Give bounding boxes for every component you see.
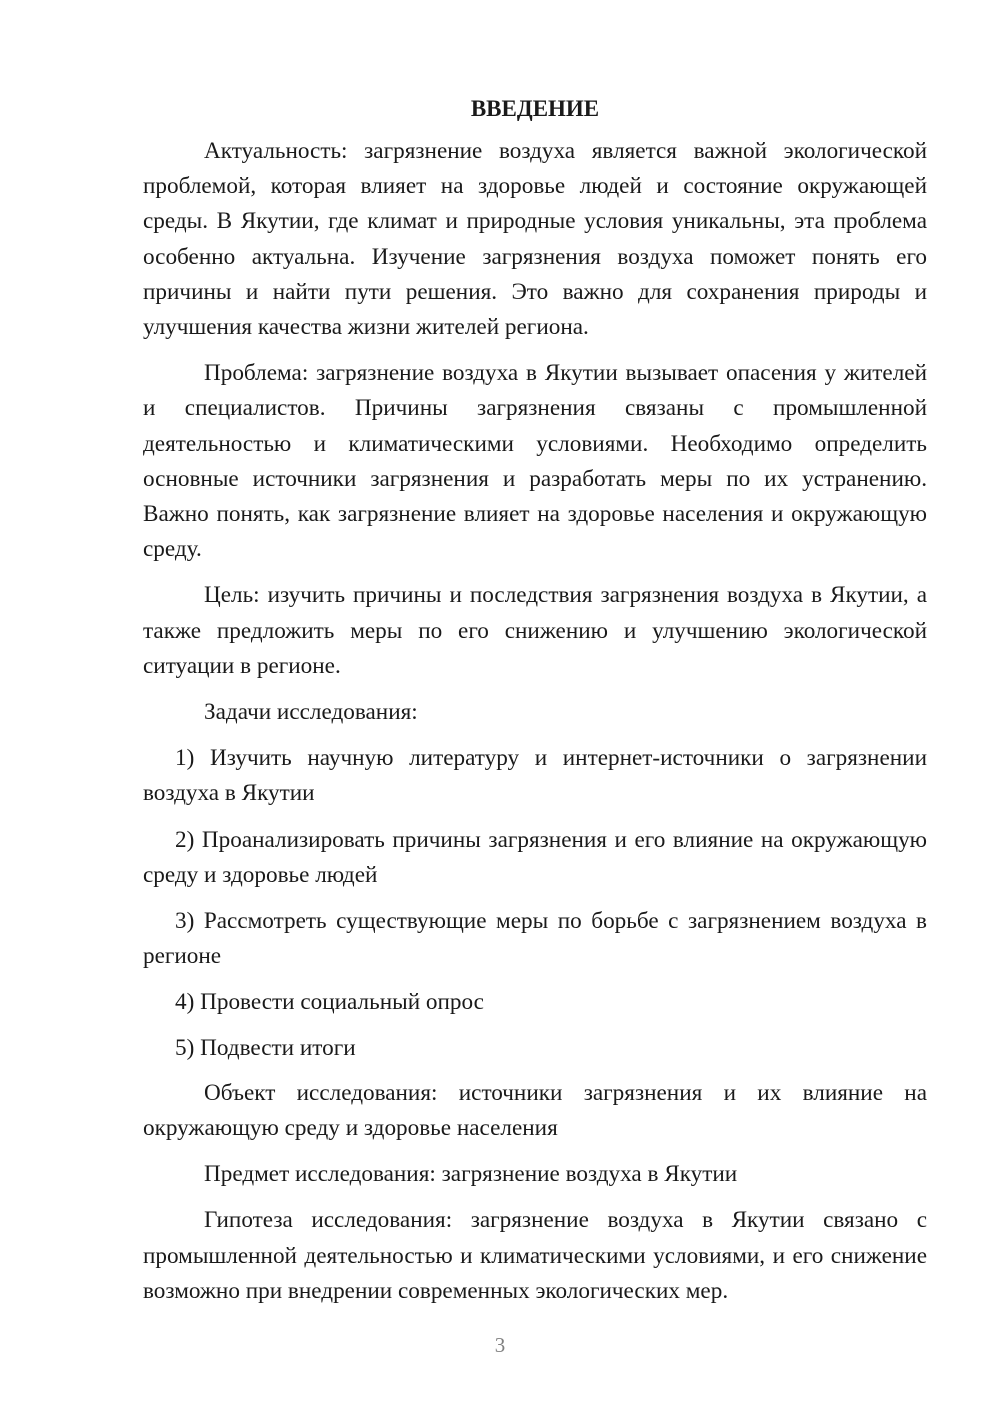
task-item-2: 2) Проанализировать причины загрязнения и его влияние на окружающую среду и здоровье людей <box>143 826 927 888</box>
page-number: 3 <box>494 1333 506 1357</box>
paragraph-hypothesis: Гипотеза исследования: загрязнение воздуха в Якутии связано с промышленной деятельностью и климатическими условиями, и его снижение возможно при внедрении современных экологических мер. <box>143 1207 927 1304</box>
task-item-4: 4) Провести социальный опрос <box>175 989 484 1016</box>
task-item-1: 1) Изучить научную литературу и интернет-источники о загрязнении воздуха в Якутии <box>143 745 927 807</box>
paragraph-problem: Проблема: загрязнение воздуха в Якутии вызывает опасения у жителей и специалистов. Причины загрязнения связаны с промышленной деятельностью и климатическими условиями. Необходимо определить основные источники загрязнения и разработать меры по их устранению. Важно понять, как загрязнение влияет на здоровье населения и окружающую среду. <box>143 360 927 563</box>
tasks-title: Задачи исследования: <box>204 699 418 726</box>
task-item-5: 5) Подвести итоги <box>175 1034 356 1061</box>
paragraph-goal: Цель: изучить причины и последствия загрязнения воздуха в Якутии, а также предложить меры по его снижению и улучшению экологической ситуации в регионе. <box>143 582 927 679</box>
paragraph-object: Объект исследования: источники загрязнения и их влияние на окружающую среду и здоровье населения <box>143 1079 927 1142</box>
page-title: ВВЕДЕНИЕ <box>470 96 600 121</box>
task-item-3: 3) Рассмотреть существующие меры по борьбе с загрязнением воздуха в регионе <box>143 908 927 970</box>
paragraph-subject: Предмет исследования: загрязнение воздуха в Якутии <box>204 1161 738 1188</box>
document-body <box>143 92 927 1320</box>
paragraph-relevance: Актуальность: загрязнение воздуха является важной экологической проблемой, которая влияет на здоровье людей и состояние окружающей среды. В Якутии, где климат и природные условия уникальны, эта проблема особенно актуальна. Изучение загрязнения воздуха поможет понять его причины и найти пути решения. Это важно для сохранения природы и улучшения качества жизни жителей региона. <box>143 138 927 341</box>
